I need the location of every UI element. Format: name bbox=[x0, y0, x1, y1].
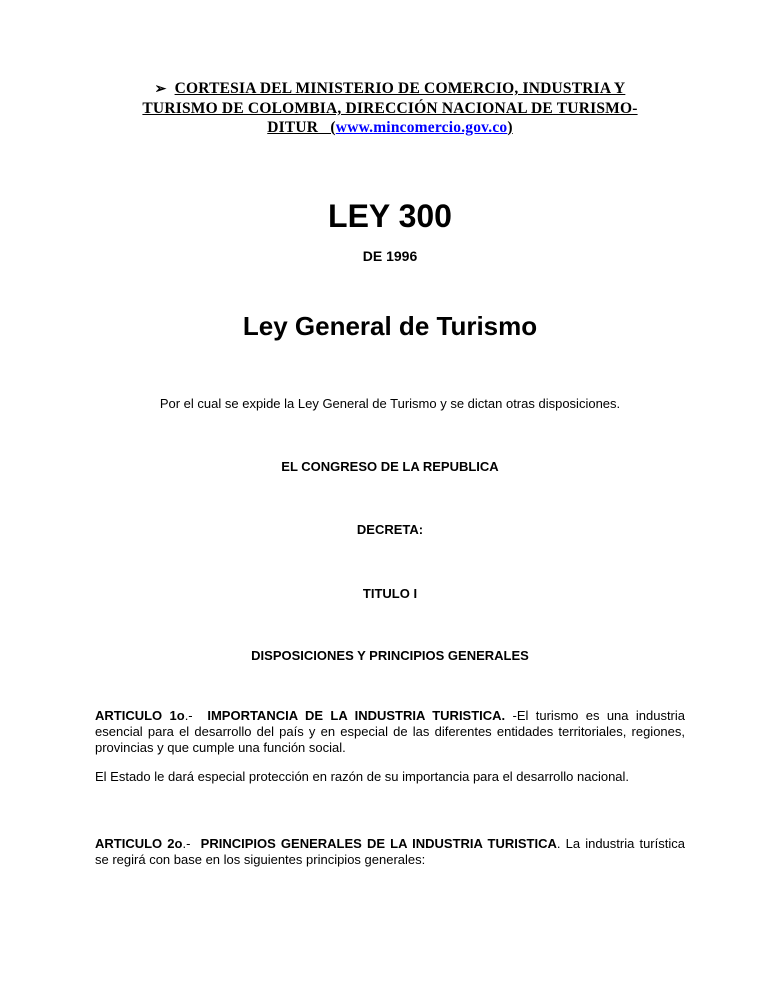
law-title: LEY 300 bbox=[328, 198, 452, 234]
article-1-body: -El turismo es una industria esencial para el desarrollo del país y en especial de las diferentes entidades territoriales, regiones, provincias y que cumple una función social. bbox=[95, 708, 689, 755]
mincomercio-link[interactable]: www.mincomercio.gov.co bbox=[335, 119, 508, 136]
law-subtitle: Ley General de Turismo bbox=[242, 311, 538, 341]
law-year: DE 1996 bbox=[362, 248, 418, 264]
article-1-label: ARTICULO 1o bbox=[95, 708, 185, 723]
article-1-paragraph bbox=[95, 708, 689, 756]
heading-titulo-1: TITULO I bbox=[362, 586, 418, 601]
intro-paragraph: Por el cual se expide la Ley General de Turismo y se dictan otras disposiciones. bbox=[159, 396, 621, 411]
heading-decreta: DECRETA: bbox=[356, 522, 424, 537]
document-content bbox=[95, 79, 689, 868]
article-2-label: ARTICULO 2o bbox=[95, 836, 183, 851]
arrow-bullet-icon: ➢ bbox=[154, 82, 167, 97]
article-1-second-paragraph: El Estado le dará especial protección en razón de su importancia para el desarrollo nacional. bbox=[95, 769, 630, 784]
article-2-separator: .- bbox=[182, 836, 201, 851]
article-1-separator: .- bbox=[184, 708, 208, 723]
article-2-paragraph bbox=[95, 836, 689, 868]
article-2-heading: PRINCIPIOS GENERALES DE LA INDUSTRIA TURISTICA bbox=[200, 836, 557, 851]
heading-congress: EL CONGRESO DE LA REPUBLICA bbox=[281, 459, 499, 474]
article-2-body: . La industria turística se regirá con base en los siguientes principios generales: bbox=[95, 836, 689, 867]
heading-disposiciones: DISPOSICIONES Y PRINCIPIOS GENERALES bbox=[251, 648, 529, 663]
courtesy-line-1: CORTESIA DEL MINISTERIO DE COMERCIO, INDUSTRIA Y bbox=[174, 80, 626, 97]
courtesy-line-2: TURISMO DE COLOMBIA, DIRECCIÓN NACIONAL DE TURISMO- bbox=[142, 100, 638, 117]
courtesy-header bbox=[95, 79, 685, 137]
article-1-heading: IMPORTANCIA DE LA INDUSTRIA TURISTICA. bbox=[207, 708, 506, 723]
courtesy-line-3-suffix: ) bbox=[507, 119, 513, 136]
courtesy-line-3-prefix: DITUR ( bbox=[267, 119, 336, 136]
